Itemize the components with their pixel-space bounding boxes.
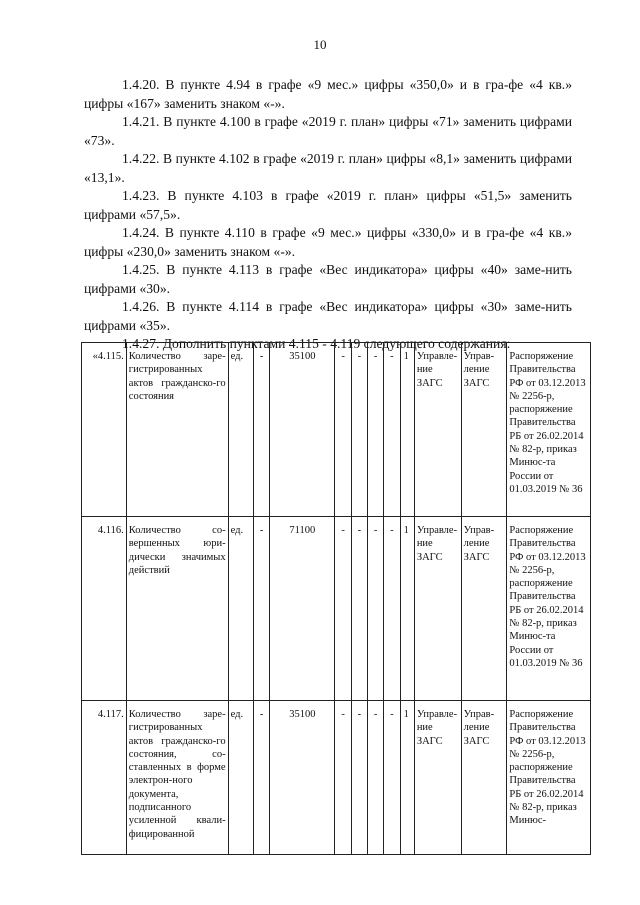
paragraph-1-4-24: 1.4.24. В пункте 4.110 в графе «9 мес.» цифры «330,0» и в гра-фе «4 кв.» цифры «230,0» заменить знаком «-». bbox=[84, 225, 572, 259]
weight-cell: 1 bbox=[400, 701, 414, 855]
q2-cell: - bbox=[351, 701, 367, 855]
amendment-text bbox=[84, 76, 572, 354]
paragraph-1-4-20: 1.4.20. В пункте 4.94 в графе «9 мес.» цифры «350,0» и в гра-фе «4 кв.» цифры «167» заменить знаком «-». bbox=[84, 77, 572, 111]
q3-cell: - bbox=[368, 343, 384, 517]
indicator-name: Количество заре-гистрированных актов гражданско-го состояния bbox=[126, 343, 228, 517]
responsible-cell: Управле-ние ЗАГС bbox=[414, 701, 461, 855]
indicators-table bbox=[81, 342, 591, 855]
item-number: 4.117. bbox=[82, 701, 127, 855]
executor-cell: Управ-ление ЗАГС bbox=[461, 701, 507, 855]
table-row bbox=[82, 517, 591, 701]
basis-cell: Распоряжение Правительства РФ от 03.12.2013 № 2256-р, распоряжение Правительства РБ от 26.02.2014 № 82-р, приказ Минюс-та России от 01.03.2019 № 36 bbox=[507, 343, 591, 517]
paragraph-1-4-21: 1.4.21. В пункте 4.100 в графе «2019 г. план» цифры «71» заменить цифрами «73». bbox=[84, 114, 572, 148]
plan-value-cell: 35100 bbox=[270, 701, 335, 855]
unit-cell: ед. bbox=[228, 701, 253, 855]
indicator-name: Количество со-вершенных юри-дически значимых действий bbox=[126, 517, 228, 701]
executor-cell: Управ-ление ЗАГС bbox=[461, 517, 507, 701]
paragraph-1-4-26: 1.4.26. В пункте 4.114 в графе «Вес индикатора» цифры «30» заме-нить цифрами «35». bbox=[84, 299, 572, 333]
weight-cell: 1 bbox=[400, 343, 414, 517]
basis-cell: Распоряжение Правительства РФ от 03.12.2013 № 2256-р, распоряжение Правительства РБ от 26.02.2014 № 82-р, приказ Минюс-та России от 01.03.2019 № 36 bbox=[507, 517, 591, 701]
paragraph-1-4-25: 1.4.25. В пункте 4.113 в графе «Вес индикатора» цифры «40» заме-нить цифрами «30». bbox=[84, 262, 572, 296]
q1-cell: - bbox=[335, 517, 351, 701]
q3-cell: - bbox=[368, 517, 384, 701]
plan-value-cell: 71100 bbox=[270, 517, 335, 701]
q4-cell: - bbox=[384, 701, 400, 855]
responsible-cell: Управле-ние ЗАГС bbox=[414, 343, 461, 517]
table-row bbox=[82, 701, 591, 855]
paragraph-1-4-22: 1.4.22. В пункте 4.102 в графе «2019 г. план» цифры «8,1» заменить цифрами «13,1». bbox=[84, 151, 572, 185]
q4-cell: - bbox=[384, 517, 400, 701]
q4-cell: - bbox=[384, 343, 400, 517]
paragraph-1-4-27: 1.4.27. Дополнить пунктами 4.115 - 4.119 следующего содержания: bbox=[122, 336, 511, 351]
unit-cell: ед. bbox=[228, 343, 253, 517]
q3-cell: - bbox=[368, 701, 384, 855]
table-row bbox=[82, 343, 591, 517]
base-cell: - bbox=[254, 517, 270, 701]
q2-cell: - bbox=[351, 517, 367, 701]
unit-cell: ед. bbox=[228, 517, 253, 701]
q2-cell: - bbox=[351, 343, 367, 517]
indicator-name: Количество заре-гистрированных актов гражданско-го состояния, со-ставленных в форме электрон-ного документа, подписанного усиленной квали-фицированной bbox=[126, 701, 228, 855]
q1-cell: - bbox=[335, 343, 351, 517]
executor-cell: Управ-ление ЗАГС bbox=[461, 343, 507, 517]
weight-cell: 1 bbox=[400, 517, 414, 701]
basis-cell: Распоряжение Правительства РФ от 03.12.2013 № 2256-р, распоряжение Правительства РБ от 26.02.2014 № 82-р, приказ Минюс- bbox=[507, 701, 591, 855]
paragraph-1-4-23: 1.4.23. В пункте 4.103 в графе «2019 г. план» цифры «51,5» заменить цифрами «57,5». bbox=[84, 188, 572, 222]
responsible-cell: Управле-ние ЗАГС bbox=[414, 517, 461, 701]
item-number: 4.116. bbox=[82, 517, 127, 701]
base-cell: - bbox=[254, 701, 270, 855]
base-cell: - bbox=[254, 343, 270, 517]
page-number: 10 bbox=[313, 37, 327, 52]
item-number: «4.115. bbox=[82, 343, 127, 517]
plan-value-cell: 35100 bbox=[270, 343, 335, 517]
q1-cell: - bbox=[335, 701, 351, 855]
